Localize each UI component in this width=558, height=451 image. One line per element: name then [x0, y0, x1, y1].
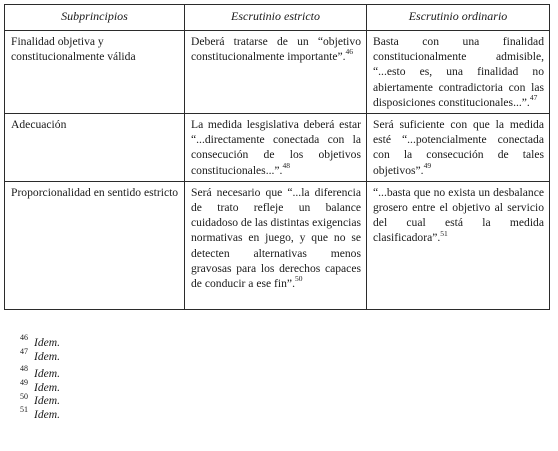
principle-cell	[5, 31, 185, 114]
strict-text: La medida lesgislativa deberá estar “...directamente conectada con la consecución de los objetivos constitucionales...”.	[191, 118, 361, 177]
table-row	[5, 31, 550, 114]
footnote-text: Idem.	[34, 407, 61, 421]
footnote-ref: 46	[345, 47, 354, 57]
ordinary-text-block	[367, 182, 549, 249]
principle-cell	[5, 181, 185, 309]
principle-cell	[5, 114, 185, 182]
footnote-text: Idem.	[34, 349, 61, 363]
header-escrutinio-ordinario: Escrutinio ordinario	[367, 5, 550, 31]
footnote-ref: 48	[282, 160, 290, 170]
footnotes-list	[20, 333, 61, 422]
principle-text: Finalidad objetiva y constitucionalmente válida	[11, 35, 136, 64]
strict-cell	[185, 114, 367, 182]
footnote: 48 Idem.	[20, 364, 61, 381]
footnote-text: Idem.	[34, 336, 61, 349]
footnote: 50 Idem.	[20, 391, 61, 408]
strict-text: Será necesario que “...la diferencia de trato refleje un balance cuidadoso de las distintas exigencias normativas en juego, y que no se detecten alternativas menos gravosas para los derechos capaces de conducir a ese fin”.	[191, 185, 362, 291]
ordinary-text-block	[367, 31, 549, 113]
strict-text-block	[185, 31, 366, 67]
table-row	[5, 114, 550, 182]
principle-text: Adecuación	[11, 118, 67, 132]
footnote-text: Idem.	[34, 394, 61, 408]
footnote: 47 Idem.	[20, 346, 61, 363]
table-row	[5, 181, 550, 309]
header-subprincipios: Subprincipios	[5, 5, 185, 31]
footnote-ref: 50	[294, 274, 303, 284]
strict-text-block	[185, 182, 366, 294]
ordinary-cell	[367, 181, 550, 309]
strict-text: Deberá tratarse de un “objetivo constitucionalmente importante”.	[191, 35, 361, 64]
strict-cell	[185, 181, 367, 309]
ordinary-text: Basta con una finalidad constitucionalmente admisible, “...esto es, una finalidad no abiertamente contradictoria con las disposiciones constitucionales...”.	[373, 35, 544, 109]
header-escrutinio-estricto: Escrutinio estricto	[185, 5, 367, 31]
footnote: 49 Idem.	[20, 377, 61, 394]
footnote: 51 Idem.	[20, 405, 61, 421]
ordinary-text-block	[367, 114, 549, 181]
table-header-row	[5, 5, 550, 31]
strict-text-block	[185, 114, 366, 181]
ordinary-text: “...basta que no exista un desbalance grosero entre el objetivo al servicio del cual está la medida clasificadora”.	[373, 185, 544, 245]
scrutiny-comparison-table	[4, 4, 550, 310]
ordinary-text: Será suficiente con que la medida esté “...potencialmente conectada con la consecución de tales objetivos”.	[373, 118, 544, 177]
principle-text: Proporcionalidad en sentido estricto	[11, 185, 179, 199]
footnote: 46 Idem.	[20, 333, 61, 349]
ordinary-cell	[367, 114, 550, 182]
strict-cell	[185, 31, 367, 114]
footnote-ref: 49	[423, 160, 432, 170]
footnote-ref: 47	[529, 92, 538, 102]
ordinary-cell	[367, 31, 550, 114]
footnote-ref: 51	[440, 228, 448, 238]
footnote-text: Idem.	[34, 380, 61, 394]
footnote-text: Idem.	[34, 367, 61, 381]
